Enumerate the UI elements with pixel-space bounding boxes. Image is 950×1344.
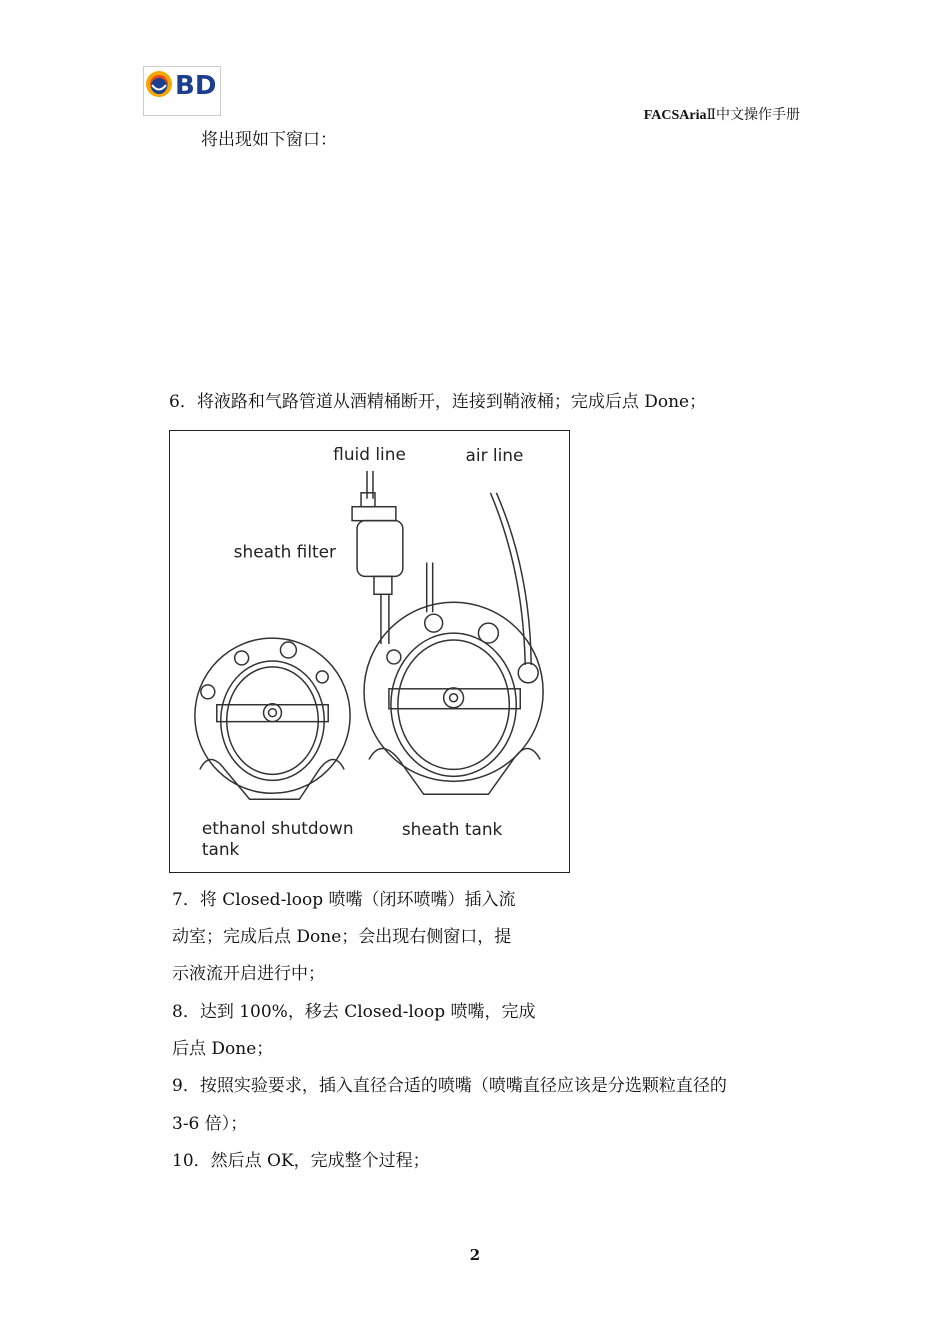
fluid-line-label: fluid line <box>333 443 406 464</box>
tank-drawings <box>195 471 543 799</box>
step-8-line-2: 后点 Done； <box>172 1039 274 1059</box>
step-7-line-3: 示液流开启进行中； <box>172 964 325 984</box>
step-9-line-2: 3-6 倍）； <box>172 1114 248 1134</box>
step-8-line-1: 8．达到 100%，移去 Closed-loop 喷嘴，完成 <box>172 1002 536 1022</box>
ethanol-tank-label-1: ethanol shutdown <box>201 818 354 839</box>
step-7-line-1: 7．将 Closed-loop 喷嘴（闭环喷嘴）插入流 <box>172 890 516 910</box>
step-9-line-1: 9．按照实验要求，插入直径合适的喷嘴（喷嘴直径应该是分选颗粒直径的 <box>172 1076 727 1096</box>
step-6: 6．将液路和气路管道从酒精桶断开，连接到鞘液桶；完成后点 Done； <box>169 392 707 412</box>
air-line-label: air line <box>465 444 524 465</box>
step-10: 10．然后点 OK，完成整个过程； <box>172 1151 430 1171</box>
ethanol-tank-label-2: tank <box>201 838 240 859</box>
sheath-tank-label: sheath tank <box>401 819 503 840</box>
logo-text: BD <box>175 71 217 101</box>
sheath-filter-label: sheath filter <box>233 541 337 562</box>
sheath-tank-figure <box>169 430 570 873</box>
bd-logo <box>143 66 221 116</box>
step-7-line-2: 动室；完成后点 Done；会出现右侧窗口，提 <box>172 927 512 947</box>
intro-text: 将出现如下窗口： <box>201 130 337 150</box>
header-title: FACSAriaⅡ中文操作手册 <box>643 107 800 123</box>
page-number: 2 <box>469 1246 481 1264</box>
